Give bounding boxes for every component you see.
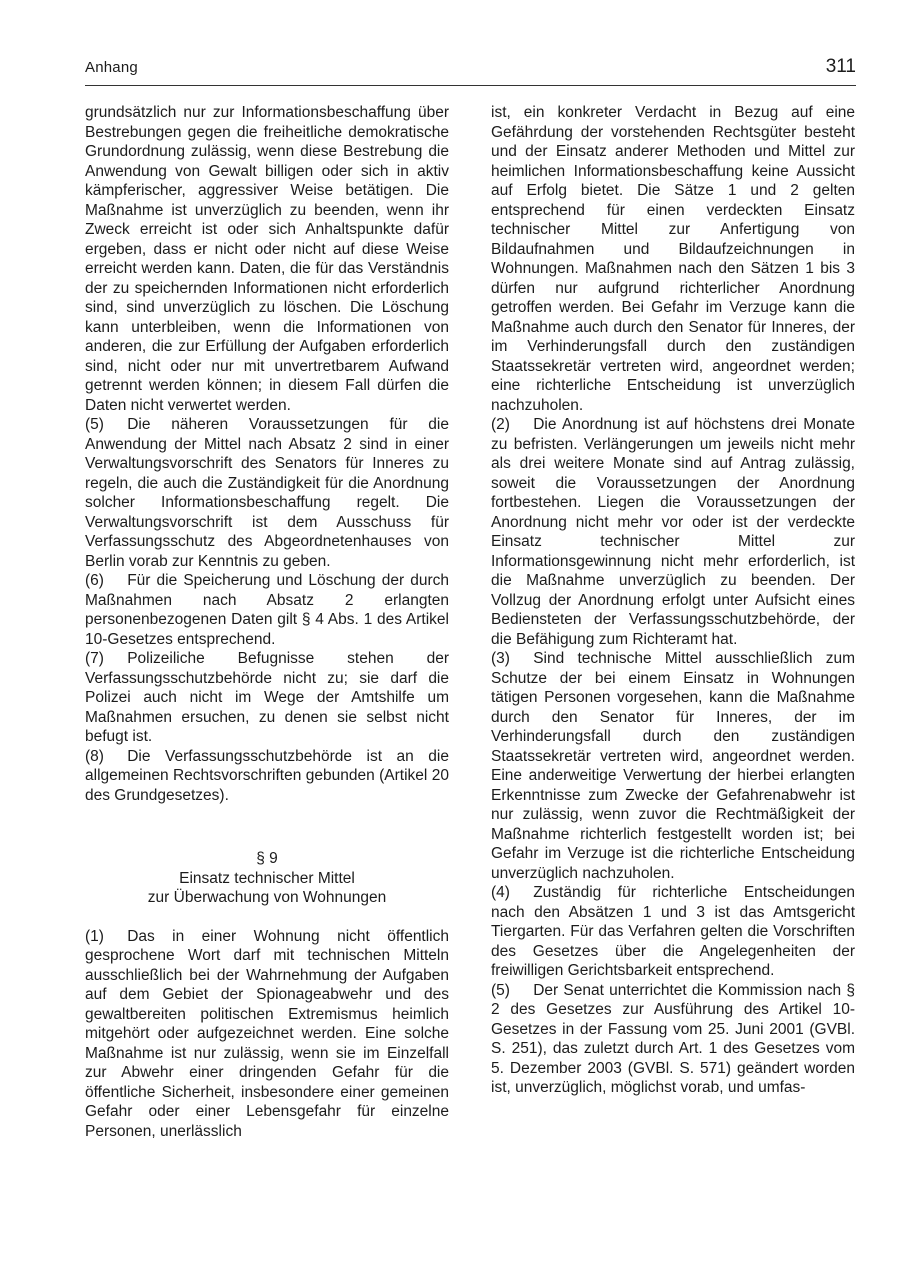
paragraph: (1) Das in einer Wohnung nicht öffentlich gesprochene Wort darf mit technischen Mitteln ausschließlich bei der Wahrnehmung der Aufgaben auf dem Gebiet der Spionageabwehr und des gewaltbereiten politischen Extremismus heimlich mitgehört oder aufgezeichnet werden. Eine solche Maßnahme ist nur zulässig, wenn sie im Einzelfall zur Abwehr einer dringenden Gefahr für die öffentliche Sicherheit, insbesondere einer gemeinen Gefahr oder einer Lebensgefahr für einzelne Personen, unerlässlich [85, 927, 449, 1140]
running-header: Anhang [85, 59, 138, 76]
paragraph: (6) Für die Speicherung und Löschung der durch Maßnahmen nach Absatz 2 erlangten personenbezogenen Daten gilt § 4 Abs. 1 des Artikel 10-Gesetzes entsprechend. [85, 572, 449, 648]
text-columns [85, 103, 856, 1141]
page-header [85, 56, 856, 78]
header-rule [85, 85, 856, 86]
paragraph: (2) Die Anordnung ist auf höchstens drei Monate zu befristen. Verlängerungen um jeweils nicht mehr als drei weitere Monate sind auf Antrag zulässig, soweit die Voraussetzungen der Anordnung fortbestehen. Liegen die Voraussetzungen der Anordnung nicht mehr vor oder ist der verdeckte Einsatz technischer Mittel zur Informationsgewinnung nicht mehr erforderlich, ist die Maßnahme unverzüglich zu beenden. Der Vollzug der Anordnung erfolgt unter Aufsicht eines Bediensteten der Verfassungsschutzbehörde, der die Befähigung zum Richteramt hat. [491, 416, 855, 648]
page-number: 311 [825, 56, 856, 77]
right-column [491, 103, 855, 1141]
paragraph: ist, ein konkreter Verdacht in Bezug auf eine Gefährdung der vorstehenden Rechtsgüter besteht und der Einsatz anderer Methoden und Mittel zur heimlichen Informationsbeschaffung keine Aussicht auf Erfolg bietet. Die Sätze 1 und 2 gelten entsprechend für einen verdeckten Einsatz technischer Mittel zur Anfertigung von Bildaufnahmen und Bildaufzeichnungen in Wohnungen. Maßnahmen nach den Sätzen 1 bis 3 dürfen nur aufgrund richterlicher Anordnung getroffen werden. Bei Gefahr im Verzuge kann die Maßnahme auch durch den Senator für Inneres, der im Verhinderungsfall durch den zuständigen Staatssekretär vertreten wird, angeordnet werden; eine richterliche Entscheidung ist unverzüglich nachzuholen. [491, 104, 855, 414]
heading-line: Einsatz technischer Mittel [179, 869, 355, 887]
paragraph: (3) Sind technische Mittel ausschließlich zum Schutze der bei einem Einsatz in Wohnungen tätigen Personen vorgesehen, kann die Maßnahme durch den Senator für Inneres, der im Verhinderungsfall durch den zuständigen Staatssekretär vertreten wird, angeordnet werden. Eine anderweitige Verwertung der hierbei erlangten Erkenntnisse zum Zwecke der Gefahrenabwehr ist nur zulässig, wenn zuvor die Rechtmäßigkeit der Maßnahme richterlich festgestellt worden ist; bei Gefahr im Verzuge ist die richterliche Entscheidung unverzüglich nachzuholen. [491, 650, 855, 882]
paragraph: (5) Die näheren Voraussetzungen für die Anwendung der Mittel nach Absatz 2 sind in einer Verwaltungsvorschrift des Senators für Inneres zu regeln, die auch die Zuständigkeit für die Anordnung solcher Informationsbeschaffung regelt. Die Verwaltungsvorschrift ist dem Ausschuss für Verfassungsschutz des Abgeordnetenhauses von Berlin vorab zur Kenntnis zu geben. [85, 416, 449, 570]
paragraph: (4) Zuständig für richterliche Entscheidungen nach den Absätzen 1 und 3 ist das Amtsgericht Tiergarten. Für das Verfahren gelten die Vorschriften des Gesetzes über die Angelegenheiten der freiwilligen Gerichtsbarkeit entsprechend. [491, 884, 855, 979]
left-column [85, 103, 449, 1141]
heading-line: zur Überwachung von Wohnungen [147, 889, 387, 906]
paragraph: (8) Die Verfassungsschutzbehörde ist an die allgemeinen Rechtsvorschriften gebunden (Artikel 20 des Grundgesetzes). [85, 747, 449, 804]
paragraph: (7) Polizeiliche Befugnisse stehen der Verfassungsschutzbehörde nicht zu; sie darf die Polizei auch nicht im Wege der Amtshilfe um Maßnahmen ersuchen, zu denen sie selbst nicht befugt ist. [85, 650, 449, 745]
paragraph: (5) Der Senat unterrichtet die Kommission nach § 2 des Gesetzes zur Ausführung des Artikel 10-Gesetzes in der Fassung vom 25. Juni 2001 (GVBl. S. 251), das zuletzt durch Art. 1 des Gesetzes vom 5. Dezember 2003 (GVBl. S. 571) geändert worden ist, unverzüglich, möglichst vorab, und umfas- [491, 981, 855, 1096]
paragraph: grundsätzlich nur zur Informationsbeschaffung über Bestrebungen gegen die freiheitliche demokratische Grundordnung zulässig, wenn diese Bestrebung die Anwendung von Gewalt billigen oder sich in aktiv kämpferischer, aggressiver Weise betätigen. Die Maßnahme ist unverzüglich zu beenden, wenn ihr Zweck erreicht ist oder sich Anhaltspunkte dafür ergeben, dass er nicht oder nicht auf diese Weise erreicht werden kann. Daten, die für das Verständnis der zu speichernden Informationen nicht erforderlich sind, sind unverzüglich zu löschen. Die Löschung kann unterbleiben, wenn die Informationen von anderen, die zur Erfüllung der Aufgaben erforderlich sind, nicht oder nur mit unvertretbarem Aufwand getrennt werden können; in diesem Fall dürfen die Daten nicht verwertet werden. [85, 104, 449, 414]
section-heading [85, 849, 449, 908]
heading-line: § 9 [256, 850, 278, 867]
